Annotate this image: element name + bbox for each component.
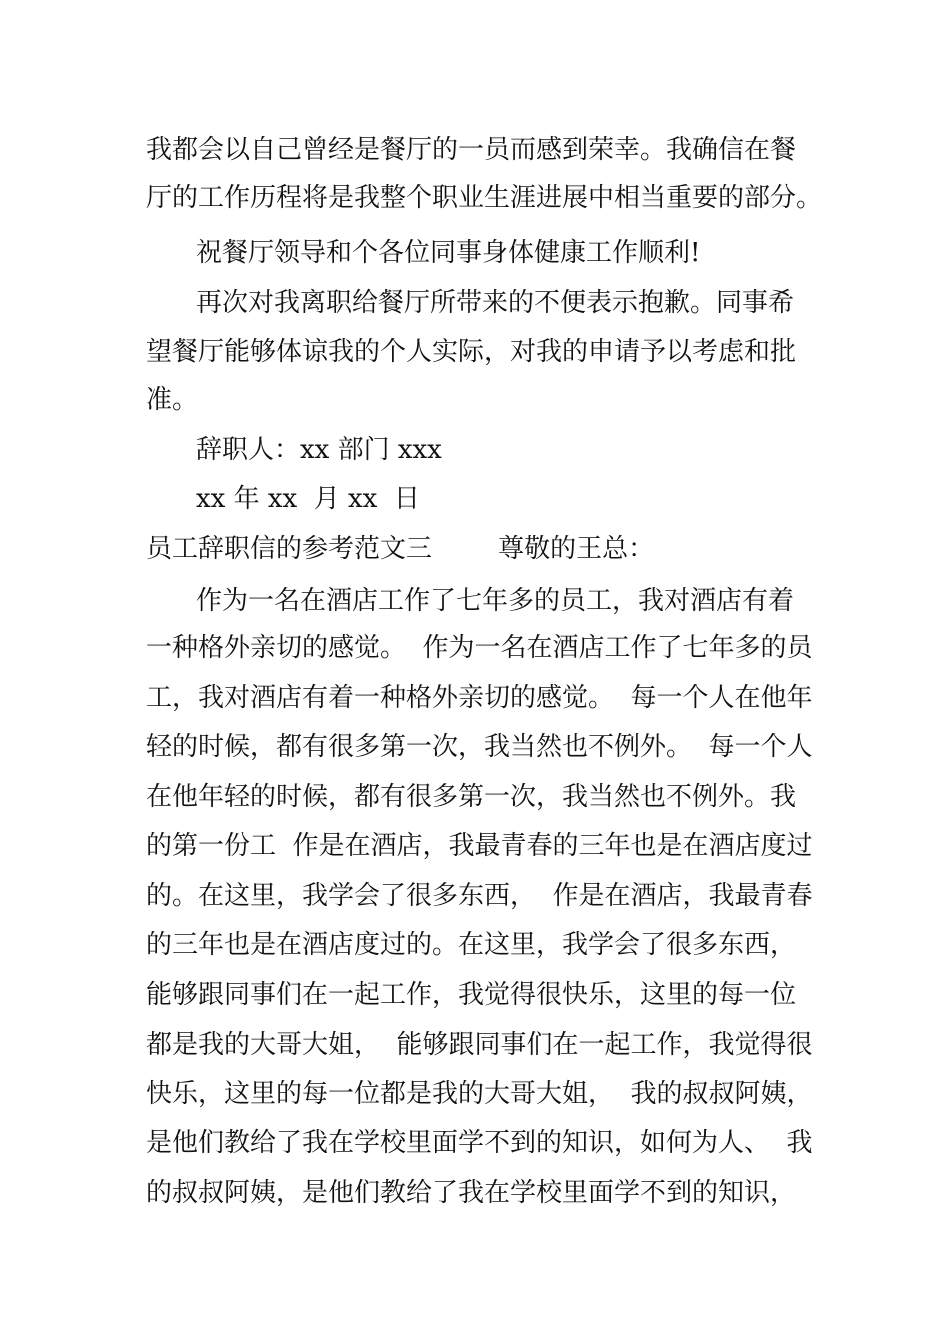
text-line: 祝餐厅领导和个各位同事身体健康工作顺利! [196, 238, 701, 268]
text-line: 作为一名在酒店工作了七年多的员工，我对酒店有着 [196, 586, 795, 616]
text-line: 工，我对酒店有着一种格外亲切的感觉。 每一个人在他年 [146, 683, 813, 713]
text-line: 一种格外亲切的感觉。 作为一名在酒店工作了七年多的员 [146, 633, 813, 663]
text-line: 再次对我离职给餐厅所带来的不便表示抱歉。同事希 [196, 288, 795, 318]
text-line: 准。 [146, 385, 199, 415]
section-title: 员工辞职信的参考范文三 尊敬的王总： [146, 534, 655, 564]
signature-line: 辞职人：xx 部门 xxx [196, 435, 442, 465]
text-line: 的三年也是在酒店度过的。在这里，我学会了很多东西， [146, 930, 797, 960]
text-line: 我都会以自己曾经是餐厅的一员而感到荣幸。我确信在餐 [146, 135, 797, 165]
text-line: 在他年轻的时候，都有很多第一次，我当然也不例外。我 [146, 782, 797, 812]
text-line: 的第一份工 作是在酒店，我最青春的三年也是在酒店度过 [146, 831, 813, 861]
text-line: 厅的工作历程将是我整个职业生涯进展中相当重要的部分。 [146, 183, 823, 213]
text-line: 望餐厅能够体谅我的个人实际，对我的申请予以考虑和批 [146, 337, 797, 367]
text-line: 是他们教给了我在学校里面学不到的知识，如何为人、 我 [146, 1128, 813, 1158]
text-line: 的。在这里，我学会了很多东西， 作是在酒店，我最青春 [146, 881, 813, 911]
text-line: 轻的时候，都有很多第一次，我当然也不例外。 每一个人 [146, 732, 813, 762]
date-line: xx 年 xx 月 xx 日 [196, 484, 420, 514]
text-line: 快乐，这里的每一位都是我的大哥大姐， 我的叔叔阿姨， [146, 1079, 813, 1109]
text-line: 的叔叔阿姨，是他们教给了我在学校里面学不到的知识， [146, 1178, 797, 1208]
text-line: 能够跟同事们在一起工作，我觉得很快乐，这里的每一位 [146, 980, 797, 1010]
text-line: 都是我的大哥大姐， 能够跟同事们在一起工作，我觉得很 [146, 1030, 813, 1060]
